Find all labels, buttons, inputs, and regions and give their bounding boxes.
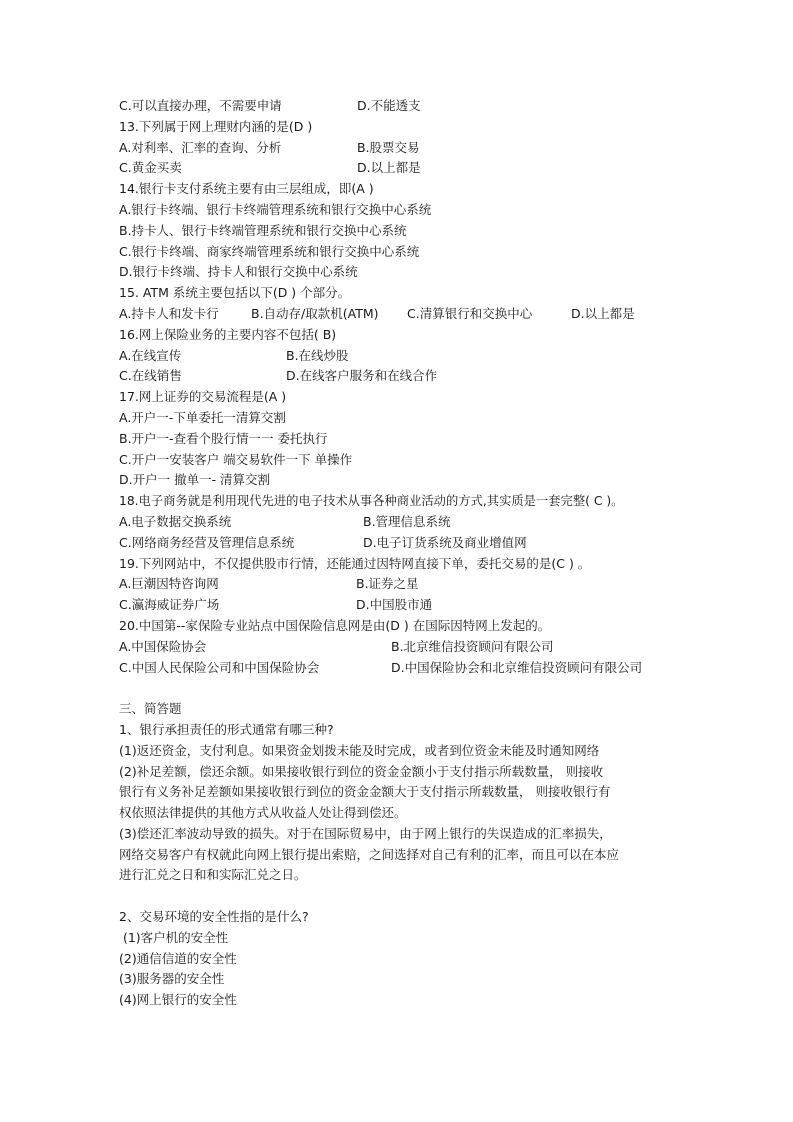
paragraph-line: 网络交易客户有权就此向网上银行提出索赔，之间选择对自己有利的汇率，而且可以在本应	[119, 846, 620, 862]
option-c: C.可以直接办理，不需要申请	[119, 98, 282, 113]
question-16-options-ab	[119, 346, 679, 367]
option-d: D.以上都是	[357, 160, 421, 176]
option-d: D.中国股市通	[356, 597, 433, 613]
question-17-option-a: A.开户一-下单委托一清算交割	[119, 409, 286, 425]
short-answer-1-point-1: (1)返还资金，支付利息。如果资金划拨未能及时完成，或者到位资金未能及时通知网络	[119, 742, 600, 758]
question-19-options-ab	[119, 574, 679, 595]
question-17-option-c: C.开户一安装客户 端交易软件一下 单操作	[119, 451, 353, 467]
question-16: 16.网上保险业务的主要内容不包括( B)	[119, 326, 337, 342]
question-15-options	[119, 304, 679, 325]
option-a: A.中国保险协会	[119, 638, 207, 654]
question-20: 20.中国第--家保险专业站点中国保险信息网是由(D ) 在国际因特网上发起的。	[119, 617, 551, 633]
question-13-options-cd	[119, 158, 679, 179]
option-a: A.巨潮因特咨询网	[119, 576, 219, 592]
question-18-options-cd	[119, 533, 679, 554]
option-a: A.在线宣传	[119, 347, 182, 363]
option-a: A.对利率、汇率的查询、分析	[119, 139, 282, 155]
short-answer-2-item-4: (4)网上银行的安全性	[119, 992, 237, 1008]
question-20-options-cd	[119, 658, 679, 679]
short-answer-2-item-3: (3)服务器的安全性	[119, 971, 225, 987]
question-18-options-ab	[119, 512, 679, 533]
short-answer-2-item-2: (2)通信信道的安全性	[119, 950, 237, 966]
option-b: B.股票交易	[357, 139, 420, 155]
option-c: C.网络商务经营及管理信息系统	[119, 534, 295, 550]
option-d: D.以上都是	[571, 305, 635, 321]
paragraph-line: (3)偿还汇率波动导致的损失。对于在国际贸易中，由于网上银行的失误造成的汇率损失，	[119, 825, 612, 841]
option-b: B.北京维信投资顾问有限公司	[391, 638, 554, 654]
section-spacer	[119, 886, 679, 907]
question-17-option-d: D.开户一 撤单一- 清算交割	[119, 472, 271, 488]
option-b: B.管理信息系统	[363, 513, 451, 529]
paragraph-line: 权依照法律提供的其他方式从收益人处让得到偿还。	[119, 805, 407, 821]
option-d: D.不能透支	[357, 98, 421, 113]
paragraph-line: 进行汇兑之日和和实际汇兑之日。	[119, 867, 307, 883]
question-18: 18.电子商务就是利用现代先进的电子技术从事各种商业活动的方式,其实质是一套完整( C )。	[119, 494, 624, 509]
question-14-option-d: D.银行卡终端、持卡人和银行交换中心系统	[119, 264, 358, 280]
paragraph-line: 银行有义务补足差额如果接收银行到位的资金金额大于支付指示所载数量， 则接收银行有	[119, 784, 611, 800]
option-d: D.在线客户服务和在线合作	[286, 368, 438, 384]
question-19-options-cd	[119, 595, 679, 616]
section-heading: 三、简答题	[119, 701, 182, 717]
question-20-options-ab	[119, 637, 679, 658]
question-15: 15. ATM 系统主要包括以下(D ) 个部分。	[119, 285, 351, 301]
short-answer-1-point-2	[119, 762, 679, 824]
option-d: D.中国保险协会和北京维信投资顾问有限公司	[391, 659, 643, 675]
option-a: A.持卡人和发卡行	[119, 305, 219, 321]
option-d: D.电子订货系统及商业增值网	[363, 534, 527, 550]
question-14-option-a: A.银行卡终端、银行卡终端管理系统和银行交换中心系统	[119, 201, 432, 217]
short-answer-1-point-3	[119, 824, 679, 886]
question-13-options-ab	[119, 138, 679, 159]
question-14-option-c: C.银行卡终端、商家终端管理系统和银行交换中心系统	[119, 243, 420, 259]
option-b: B.自动存/取款机(ATM)	[251, 305, 379, 321]
short-question-1: 1、银行承担责任的形式通常有哪三种?	[119, 721, 334, 737]
question-14: 14.银行卡支付系统主要有由三层组成，即(A )	[119, 181, 374, 197]
option-c: C.清算银行和交换中心	[407, 305, 533, 321]
question-17-option-b: B.开户一-查看个股行情一一 委托执行	[119, 430, 328, 446]
question-13: 13.下列属于网上理财内涵的是(D )	[119, 118, 313, 134]
question-16-options-cd	[119, 366, 679, 387]
paragraph-line: (2)补足差额，偿还余额。如果接收银行到位的资金金额小于支付指示所载数量， 则接收	[119, 763, 604, 779]
option-c: C.在线销售	[119, 368, 182, 384]
option-b: B.在线炒股	[286, 347, 349, 363]
question-14-option-b: B.持卡人、银行卡终端管理系统和银行交换中心系统	[119, 222, 407, 238]
option-c: C.瀛海威证券广场	[119, 597, 220, 613]
short-question-2: 2、交易环境的安全性指的是什么?	[119, 909, 309, 925]
option-a: A.电子数据交换系统	[119, 513, 232, 529]
option-b: B.证券之星	[356, 576, 419, 592]
short-answer-2-item-1: (1)客户机的安全性	[119, 929, 229, 945]
option-c: C.黄金买卖	[119, 160, 182, 176]
option-c: C.中国人民保险公司和中国保险协会	[119, 659, 320, 675]
question-12-options-cd	[119, 96, 679, 117]
question-17: 17.网上证券的交易流程是(A )	[119, 389, 287, 405]
document-body	[119, 96, 679, 1011]
question-19: 19.下列网站中，不仅提供股市行情，还能通过因特网直接下单，委托交易的是(C ) 。	[119, 555, 591, 571]
section-spacer	[119, 678, 679, 699]
